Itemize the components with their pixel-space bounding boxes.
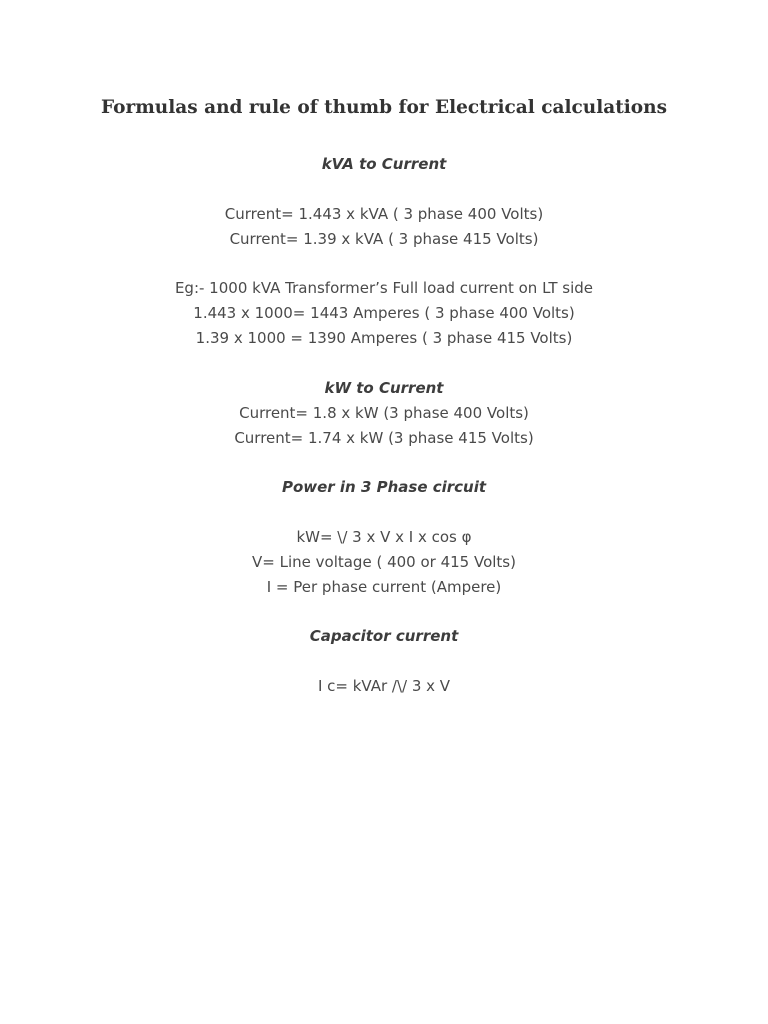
- section-heading-capacitor-current: Capacitor current: [309, 627, 459, 645]
- formula-capacitor-current: I c= kVAr /\/ 3 x V: [317, 677, 451, 695]
- formula-kw-current-415v: Current= 1.74 x kW (3 phase 415 Volts): [234, 429, 534, 447]
- formula-power-3-phase: kW= \/ 3 x V x I x cos φ: [296, 528, 472, 546]
- formula-kw-current-400v: Current= 1.8 x kW (3 phase 400 Volts): [239, 404, 529, 422]
- example-calculation-415v: 1.39 x 1000 = 1390 Amperes ( 3 phase 415 Volts): [195, 329, 573, 347]
- definition-line-voltage: V= Line voltage ( 400 or 415 Volts): [252, 553, 516, 571]
- document-title: Formulas and rule of thumb for Electrical calculations: [101, 97, 667, 118]
- section-heading-kva-to-current: kVA to Current: [321, 155, 447, 173]
- example-calculation-400v: 1.443 x 1000= 1443 Amperes ( 3 phase 400 Volts): [193, 304, 575, 322]
- formula-kva-current-415v: Current= 1.39 x kVA ( 3 phase 415 Volts): [229, 230, 539, 248]
- section-heading-power-3-phase: Power in 3 Phase circuit: [281, 478, 487, 496]
- formula-kva-current-400v: Current= 1.443 x kVA ( 3 phase 400 Volts): [224, 205, 544, 223]
- section-heading-kw-to-current: kW to Current: [324, 379, 444, 397]
- definition-phase-current: I = Per phase current (Ampere): [266, 578, 502, 596]
- example-intro: Eg:- 1000 kVA Transformer’s Full load current on LT side: [174, 279, 594, 297]
